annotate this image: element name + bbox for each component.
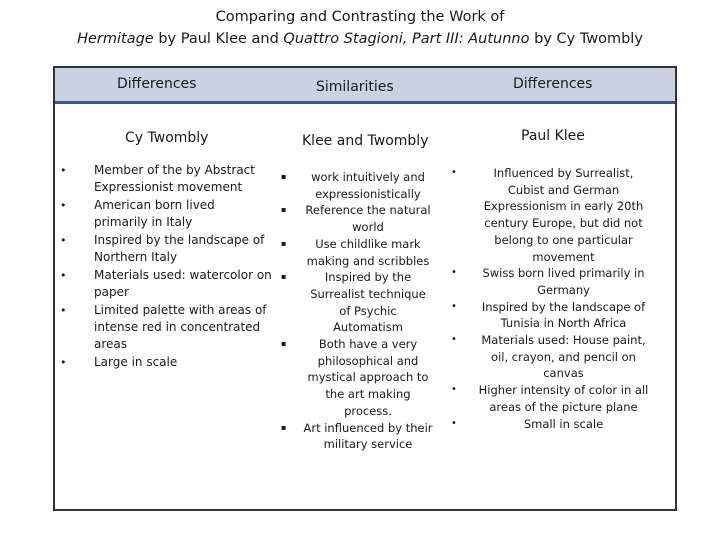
list-item: • Swiss born lived primarily in Germany — [476, 265, 651, 298]
list-item: • Materials used: watercolor on paper — [60, 267, 272, 301]
header-differences-right: Differences — [513, 76, 593, 92]
list-item: ▪ Inspired by the Surrealist technique of Psychic Automatism — [303, 269, 433, 336]
page-title-line1: Comparing and Contrasting the Work of — [215, 9, 505, 25]
header-differences-left: Differences — [117, 76, 197, 92]
page-title-line2 — [0, 29, 720, 49]
list-item: • Member of the by Abstract Expressionist movement — [60, 162, 272, 196]
artwork-title-quattro-stagioni: Quattro Stagioni, Part III: Autunno — [283, 31, 530, 47]
klee-differences-list — [476, 165, 651, 432]
list-item: • Materials used: House paint, oil, crayon, and pencil on canvas — [476, 332, 651, 382]
list-item: ▪ Reference the natural world — [303, 202, 433, 235]
list-item: • Small in scale — [476, 416, 651, 433]
comparison-table — [53, 66, 677, 511]
subheader-cy-twombly: Cy Twombly — [125, 130, 209, 146]
subheader-paul-klee: Paul Klee — [521, 128, 585, 144]
list-item: ▪ work intuitively and expressionistically — [303, 169, 433, 202]
list-item: • Inspired by the landscape of Tunisia in North Africa — [476, 299, 651, 332]
title-connector: by Paul Klee and — [153, 31, 284, 47]
list-item: • Influenced by Surrealist, Cubist and German Expressionism in early 20th century Europe, but did not belong to one particular movement — [476, 165, 651, 265]
subheader-klee-and-twombly: Klee and Twombly — [302, 133, 429, 149]
list-item: • American born lived primarily in Italy — [60, 197, 272, 231]
list-item: • Higher intensity of color in all areas of the picture plane — [476, 382, 651, 415]
list-item: • Limited palette with areas of intense red in concentrated areas — [60, 302, 272, 353]
header-similarities: Similarities — [316, 79, 394, 95]
list-item: ▪ Both have a very philosophical and mystical approach to the art making process. — [303, 336, 433, 420]
list-item: • Large in scale — [60, 354, 272, 371]
list-item: • Inspired by the landscape of Northern Italy — [60, 232, 272, 266]
twombly-differences-list — [60, 162, 272, 372]
list-item: ▪ Use childlike mark making and scribbles — [303, 236, 433, 269]
table-header-row — [55, 68, 675, 104]
title-ending: by Cy Twombly — [529, 31, 643, 47]
artwork-title-hermitage: Hermitage — [77, 31, 154, 47]
list-item: ▪ Art influenced by their military service — [303, 420, 433, 453]
similarities-list — [303, 169, 433, 453]
